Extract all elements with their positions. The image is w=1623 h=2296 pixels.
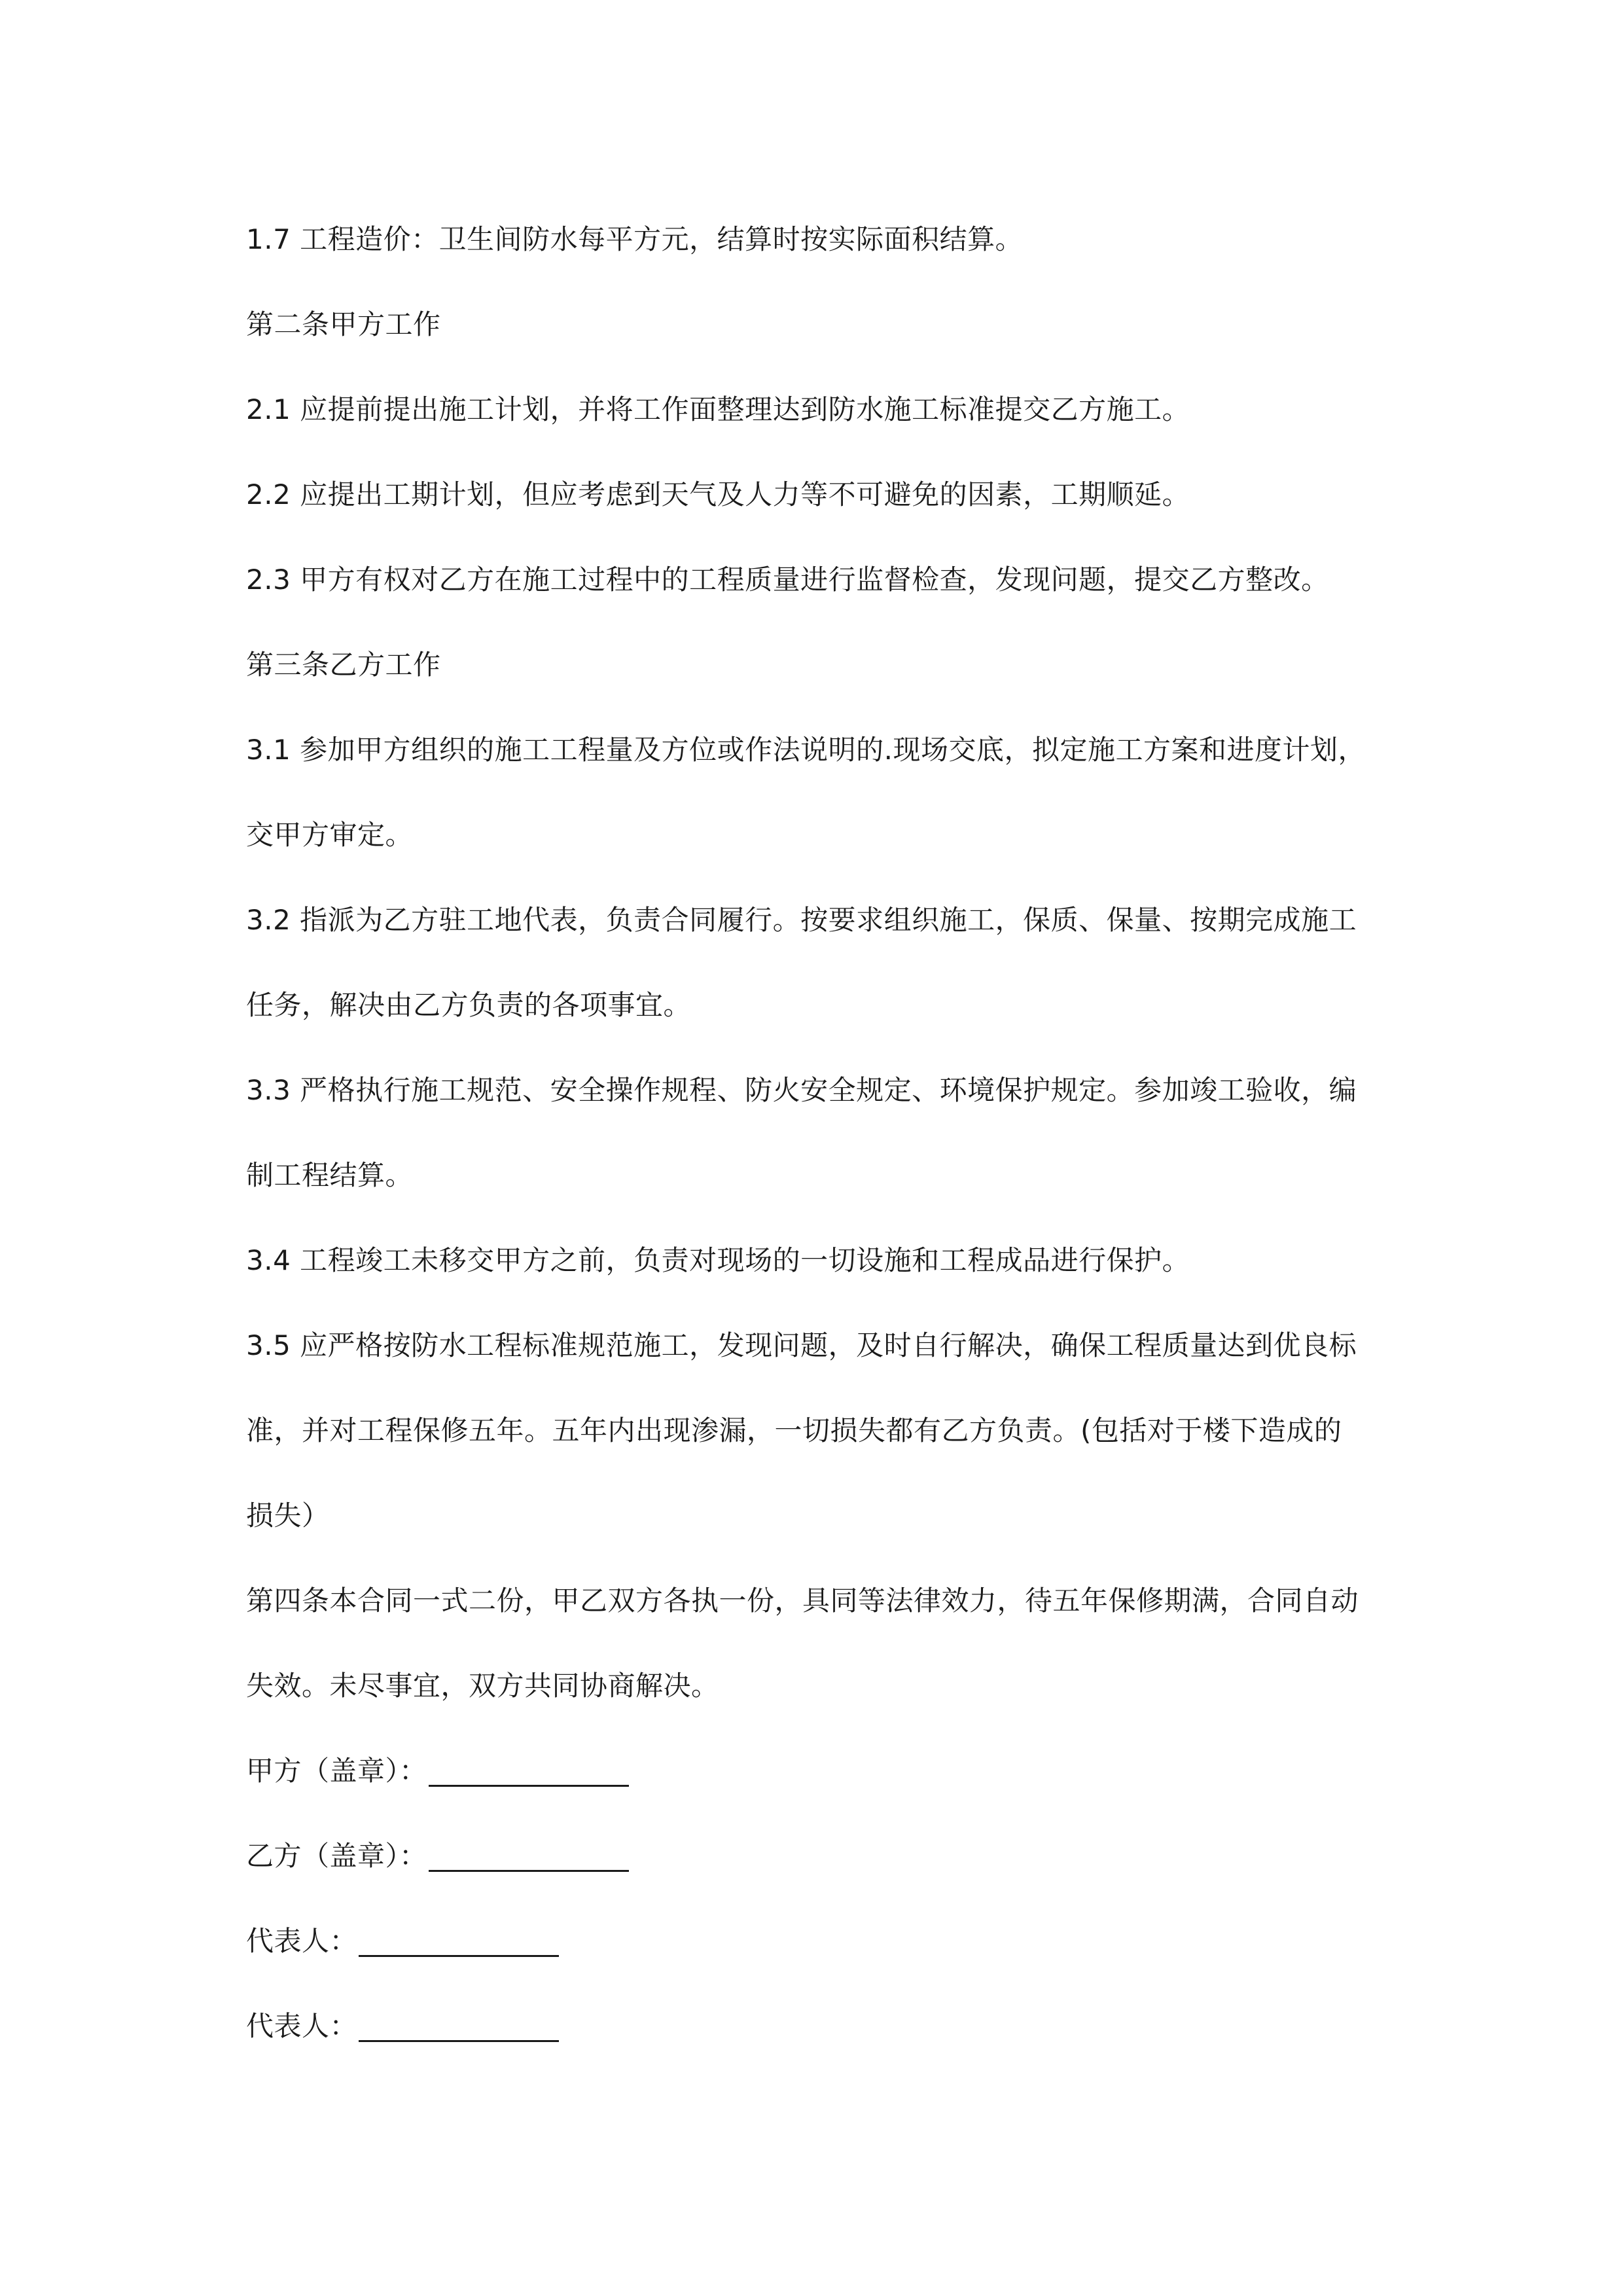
section-heading-2: 第二条甲方工作 [246, 308, 441, 340]
signature-representative-b [246, 2007, 559, 2046]
clause-3-5-line-2: 准，并对工程保修五年。五年内出现渗漏，一切损失都有乙方负责。(包括对于楼下造成的 [246, 1414, 1342, 1446]
clause-1-7: 1.7 工程造价：卫生间防水每平方元，结算时按实际面积结算。 [246, 223, 1024, 255]
signature-representative-a-label: 代表人： [246, 1925, 358, 1957]
signature-party-b [246, 1837, 629, 1876]
clause-3-4: 3.4 工程竣工未移交甲方之前，负责对现场的一切设施和工程成品进行保护。 [246, 1244, 1190, 1276]
signature-representative-b-blank[interactable] [359, 2014, 559, 2042]
article-4-line-1: 第四条本合同一式二份，甲乙双方各执一份，具同等法律效力，待五年保修期满，合同自动 [246, 1585, 1359, 1617]
signature-party-a-blank[interactable] [429, 1759, 629, 1787]
clause-3-2-line-2: 任务，解决由乙方负责的各项事宜。 [246, 989, 692, 1021]
clause-2-2: 2.2 应提出工期计划，但应考虑到天气及人力等不可避免的因素，工期顺延。 [246, 478, 1190, 511]
clause-3-3-line-1: 3.3 严格执行施工规范、安全操作规程、防火安全规定、环境保护规定。参加竣工验收，编 [246, 1074, 1357, 1106]
clause-2-1: 2.1 应提前提出施工计划，并将工作面整理达到防水施工标准提交乙方施工。 [246, 393, 1190, 425]
article-4-line-2: 失效。未尽事宜，双方共同协商解决。 [246, 1670, 719, 1702]
signature-party-a [246, 1751, 629, 1791]
signature-representative-a [246, 1922, 559, 1961]
signature-party-b-label: 乙方（盖章）： [246, 1840, 427, 1872]
clause-3-1-line-2: 交甲方审定。 [246, 819, 414, 851]
signature-party-a-label: 甲方（盖章）： [246, 1755, 427, 1787]
clause-3-3-line-2: 制工程结算。 [246, 1159, 414, 1191]
signature-representative-a-blank[interactable] [359, 1929, 559, 1957]
clause-3-5-line-3: 损失） [246, 1499, 330, 1532]
clause-3-5-line-1: 3.5 应严格按防水工程标准规范施工，发现问题，及时自行解决，确保工程质量达到优良标 [246, 1329, 1357, 1361]
section-heading-3: 第三条乙方工作 [246, 649, 441, 681]
clause-3-2-line-1: 3.2 指派为乙方驻工地代表，负责合同履行。按要求组织施工，保质、保量、按期完成施工 [246, 904, 1357, 936]
signature-representative-b-label: 代表人： [246, 2010, 358, 2042]
clause-2-3: 2.3 甲方有权对乙方在施工过程中的工程质量进行监督检查，发现问题，提交乙方整改。 [246, 564, 1329, 596]
signature-party-b-blank[interactable] [429, 1844, 629, 1872]
clause-3-1-line-1: 3.1 参加甲方组织的施工工程量及方位或作法说明的.现场交底，拟定施工方案和进度计划， [246, 734, 1366, 766]
